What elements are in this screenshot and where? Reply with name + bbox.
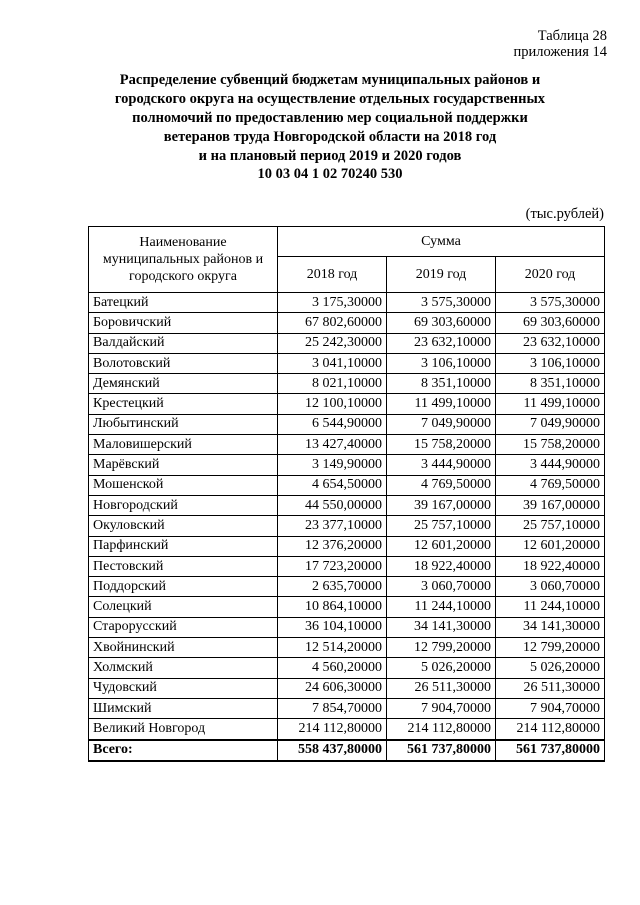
amount-2019-cell: 3 060,70000: [387, 577, 496, 597]
amount-2019-cell: 3 444,90000: [387, 455, 496, 475]
district-name-cell: Великий Новгород: [89, 719, 278, 740]
amount-2019-cell: 12 799,20000: [387, 638, 496, 658]
amount-2018-cell: 17 723,20000: [278, 556, 387, 576]
document-title: [80, 71, 580, 166]
amount-2020-cell: 8 351,10000: [496, 374, 605, 394]
district-name-cell: Солецкий: [89, 597, 278, 617]
amount-2018-cell: 4 654,50000: [278, 475, 387, 495]
subvention-table: [88, 226, 605, 762]
district-name-cell: Маловишерский: [89, 435, 278, 455]
amount-2018-cell: 23 377,10000: [278, 516, 387, 536]
table-row: [89, 455, 605, 475]
table-row: [89, 556, 605, 576]
district-name-cell: Валдайский: [89, 333, 278, 353]
table-row: [89, 435, 605, 455]
amount-2018-cell: 7 854,70000: [278, 698, 387, 718]
amount-2020-cell: 11 244,10000: [496, 597, 605, 617]
table-row: [89, 495, 605, 515]
district-name-cell: Новгородский: [89, 495, 278, 515]
table-row: [89, 577, 605, 597]
amount-2020-cell: 214 112,80000: [496, 719, 605, 740]
name-column-header: Наименование муниципальных районов и городского округа: [89, 227, 278, 293]
district-name-cell: Всего:: [89, 740, 278, 761]
district-name-cell: Пестовский: [89, 556, 278, 576]
amount-2018-cell: 13 427,40000: [278, 435, 387, 455]
amount-2019-cell: 8 351,10000: [387, 374, 496, 394]
table-row: [89, 414, 605, 434]
table-number-label: Таблица 28: [537, 28, 607, 44]
district-name-cell: Поддорский: [89, 577, 278, 597]
table-row: [89, 374, 605, 394]
amount-2019-cell: 5 026,20000: [387, 658, 496, 678]
district-name-cell: Боровичский: [89, 313, 278, 333]
title-line: ветеранов труда Новгородской области на 2018 год: [163, 129, 497, 145]
table-row: [89, 658, 605, 678]
amount-2019-cell: 11 499,10000: [387, 394, 496, 414]
sum-column-header: Сумма: [278, 227, 605, 257]
district-name-cell: Старорусский: [89, 617, 278, 637]
amount-2018-cell: 3 041,10000: [278, 353, 387, 373]
amount-2020-cell: 3 060,70000: [496, 577, 605, 597]
amount-2019-cell: 214 112,80000: [387, 719, 496, 740]
amount-2020-cell: 69 303,60000: [496, 313, 605, 333]
district-name-cell: Батецкий: [89, 293, 278, 313]
table-body: [89, 293, 605, 761]
table-row: [89, 475, 605, 495]
amount-2019-cell: 25 757,10000: [387, 516, 496, 536]
amount-2020-cell: 34 141,30000: [496, 617, 605, 637]
amount-2020-cell: 7 049,90000: [496, 414, 605, 434]
district-name-cell: Любытинский: [89, 414, 278, 434]
table-row: [89, 638, 605, 658]
amount-2019-cell: 69 303,60000: [387, 313, 496, 333]
district-name-cell: Хвойнинский: [89, 638, 278, 658]
table-row: [89, 353, 605, 373]
table-row: [89, 313, 605, 333]
title-line: и на плановый период 2019 и 2020 годов: [198, 148, 462, 164]
year-header-2020: 2020 год: [496, 257, 605, 293]
district-name-cell: Волотовский: [89, 353, 278, 373]
amount-2018-cell: 3 149,90000: [278, 455, 387, 475]
table-row: [89, 698, 605, 718]
amount-2020-cell: 26 511,30000: [496, 678, 605, 698]
amount-2020-cell: 4 769,50000: [496, 475, 605, 495]
amount-2018-cell: 558 437,80000: [278, 740, 387, 761]
amount-2019-cell: 23 632,10000: [387, 333, 496, 353]
title-line: городского округа на осуществление отдельных государственных: [114, 91, 546, 107]
amount-2020-cell: 15 758,20000: [496, 435, 605, 455]
amount-2020-cell: 12 601,20000: [496, 536, 605, 556]
appendix-label: приложения 14: [513, 44, 607, 60]
district-name-cell: Холмский: [89, 658, 278, 678]
amount-2020-cell: 12 799,20000: [496, 638, 605, 658]
table-row: [89, 617, 605, 637]
district-name-cell: Демянский: [89, 374, 278, 394]
amount-2020-cell: 3 444,90000: [496, 455, 605, 475]
amount-2020-cell: 5 026,20000: [496, 658, 605, 678]
amount-2019-cell: 12 601,20000: [387, 536, 496, 556]
amount-2018-cell: 10 864,10000: [278, 597, 387, 617]
amount-2018-cell: 3 175,30000: [278, 293, 387, 313]
table-row: [89, 394, 605, 414]
district-name-cell: Чудовский: [89, 678, 278, 698]
district-name-cell: Крестецкий: [89, 394, 278, 414]
amount-2020-cell: 11 499,10000: [496, 394, 605, 414]
amount-2020-cell: 23 632,10000: [496, 333, 605, 353]
table-row: [89, 536, 605, 556]
district-name-cell: Шимский: [89, 698, 278, 718]
table-row: [89, 333, 605, 353]
total-row: [89, 740, 605, 761]
document-header: [514, 28, 607, 60]
table-row: [89, 516, 605, 536]
amount-2018-cell: 2 635,70000: [278, 577, 387, 597]
amount-2019-cell: 7 904,70000: [387, 698, 496, 718]
amount-2018-cell: 25 242,30000: [278, 333, 387, 353]
amount-2019-cell: 39 167,00000: [387, 495, 496, 515]
amount-2018-cell: 8 021,10000: [278, 374, 387, 394]
amount-2019-cell: 3 106,10000: [387, 353, 496, 373]
table-header-row: [89, 227, 605, 257]
table-row: [89, 678, 605, 698]
amount-2020-cell: 7 904,70000: [496, 698, 605, 718]
district-name-cell: Марёвский: [89, 455, 278, 475]
amount-2020-cell: 18 922,40000: [496, 556, 605, 576]
amount-2019-cell: 26 511,30000: [387, 678, 496, 698]
amount-2020-cell: 561 737,80000: [496, 740, 605, 761]
amount-2018-cell: 67 802,60000: [278, 313, 387, 333]
units-label: (тыс.рублей): [525, 206, 604, 222]
amount-2018-cell: 4 560,20000: [278, 658, 387, 678]
district-name-cell: Окуловский: [89, 516, 278, 536]
budget-code: 10 03 04 1 02 70240 530: [257, 166, 403, 182]
amount-2019-cell: 4 769,50000: [387, 475, 496, 495]
amount-2018-cell: 44 550,00000: [278, 495, 387, 515]
table-row: [89, 293, 605, 313]
amount-2018-cell: 12 100,10000: [278, 394, 387, 414]
amount-2019-cell: 561 737,80000: [387, 740, 496, 761]
amount-2019-cell: 18 922,40000: [387, 556, 496, 576]
title-line: Распределение субвенций бюджетам муниципальных районов и: [119, 72, 541, 88]
year-header-2018: 2018 год: [278, 257, 387, 293]
amount-2018-cell: 12 514,20000: [278, 638, 387, 658]
amount-2018-cell: 6 544,90000: [278, 414, 387, 434]
amount-2018-cell: 12 376,20000: [278, 536, 387, 556]
amount-2018-cell: 36 104,10000: [278, 617, 387, 637]
amount-2019-cell: 15 758,20000: [387, 435, 496, 455]
amount-2020-cell: 25 757,10000: [496, 516, 605, 536]
amount-2018-cell: 24 606,30000: [278, 678, 387, 698]
amount-2018-cell: 214 112,80000: [278, 719, 387, 740]
year-header-2019: 2019 год: [387, 257, 496, 293]
amount-2020-cell: 3 106,10000: [496, 353, 605, 373]
amount-2019-cell: 11 244,10000: [387, 597, 496, 617]
table-row: [89, 597, 605, 617]
table-row: [89, 719, 605, 740]
district-name-cell: Мошенской: [89, 475, 278, 495]
amount-2020-cell: 39 167,00000: [496, 495, 605, 515]
amount-2019-cell: 7 049,90000: [387, 414, 496, 434]
district-name-cell: Парфинский: [89, 536, 278, 556]
amount-2019-cell: 3 575,30000: [387, 293, 496, 313]
amount-2020-cell: 3 575,30000: [496, 293, 605, 313]
amount-2019-cell: 34 141,30000: [387, 617, 496, 637]
title-line: полномочий по предоставлению мер социальной поддержки: [132, 110, 528, 126]
